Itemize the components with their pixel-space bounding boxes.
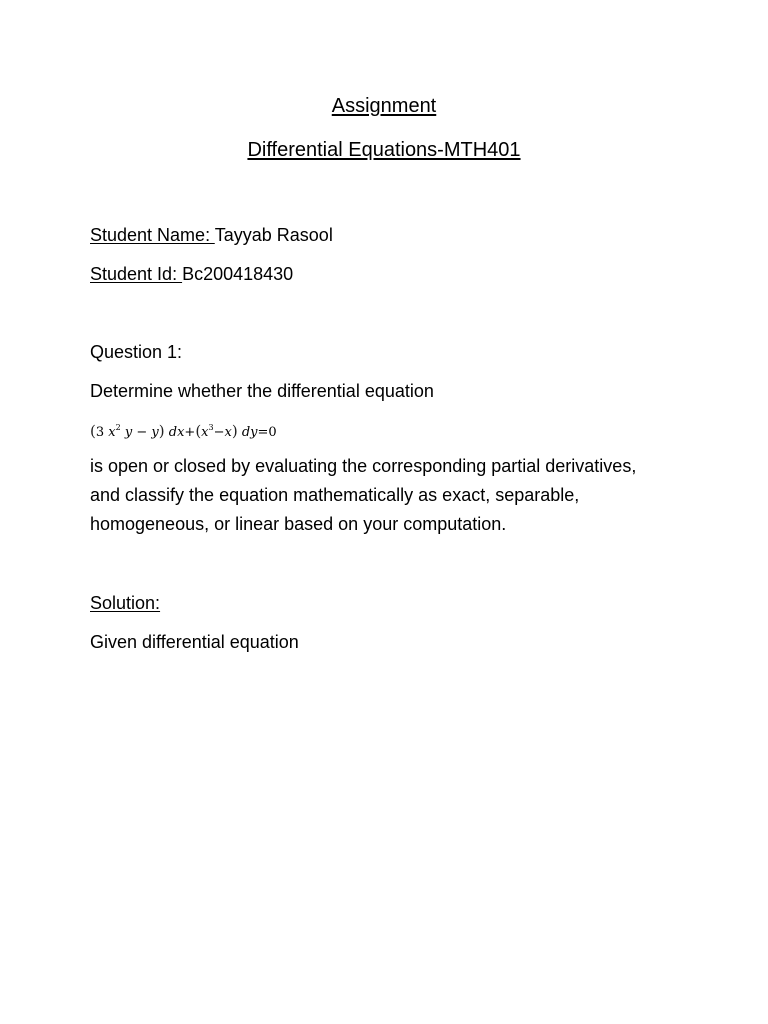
question-body — [90, 452, 690, 539]
eq-x1: x — [108, 425, 116, 440]
differential-equation — [90, 420, 277, 444]
eq-y1: y — [124, 425, 133, 440]
solution-line-1: Given differential equation — [90, 632, 299, 652]
student-name-row — [90, 221, 333, 250]
page-subtitle: Differential Equations-MTH401 — [247, 139, 521, 161]
eq-plus: + — [184, 425, 196, 440]
student-id-row — [90, 260, 293, 289]
question-body-line-2: and classify the equation mathematically as exact, separable, — [90, 485, 580, 505]
question-body-line-1: is open or closed by evaluating the corresponding partial derivatives, — [90, 456, 637, 476]
eq-exponent-3: 3 — [208, 423, 214, 432]
student-id-value: Bc200418430 — [182, 264, 294, 284]
question-heading: Question 1: — [90, 342, 183, 362]
eq-y2: y — [151, 425, 159, 440]
eq-coefficient: 3 — [95, 425, 105, 440]
eq-dy: dy — [241, 425, 258, 440]
eq-open-paren-2: ( — [195, 422, 202, 440]
solution-heading: Solution: — [90, 593, 161, 613]
eq-exponent-2: 2 — [115, 423, 121, 432]
question-intro: Determine whether the differential equation — [90, 381, 434, 401]
eq-close-paren-2: ) — [231, 422, 238, 440]
question-body-line-3: homogeneous, or linear based on your computation. — [90, 514, 507, 534]
eq-x2: x — [201, 425, 209, 440]
eq-minus-1: − — [132, 425, 152, 440]
eq-dx: dx — [168, 425, 185, 440]
eq-open-paren-1: ( — [90, 422, 96, 440]
eq-close-paren-1: ) — [158, 422, 165, 440]
student-name-value: Tayyab Rasool — [214, 225, 333, 245]
eq-x3: x — [224, 425, 232, 440]
eq-equals: =0 — [257, 425, 277, 440]
eq-minus-2: − — [213, 425, 225, 440]
student-id-label: Student Id: — [90, 264, 183, 284]
page-title: Assignment — [331, 95, 437, 117]
student-name-label: Student Name: — [90, 225, 215, 245]
